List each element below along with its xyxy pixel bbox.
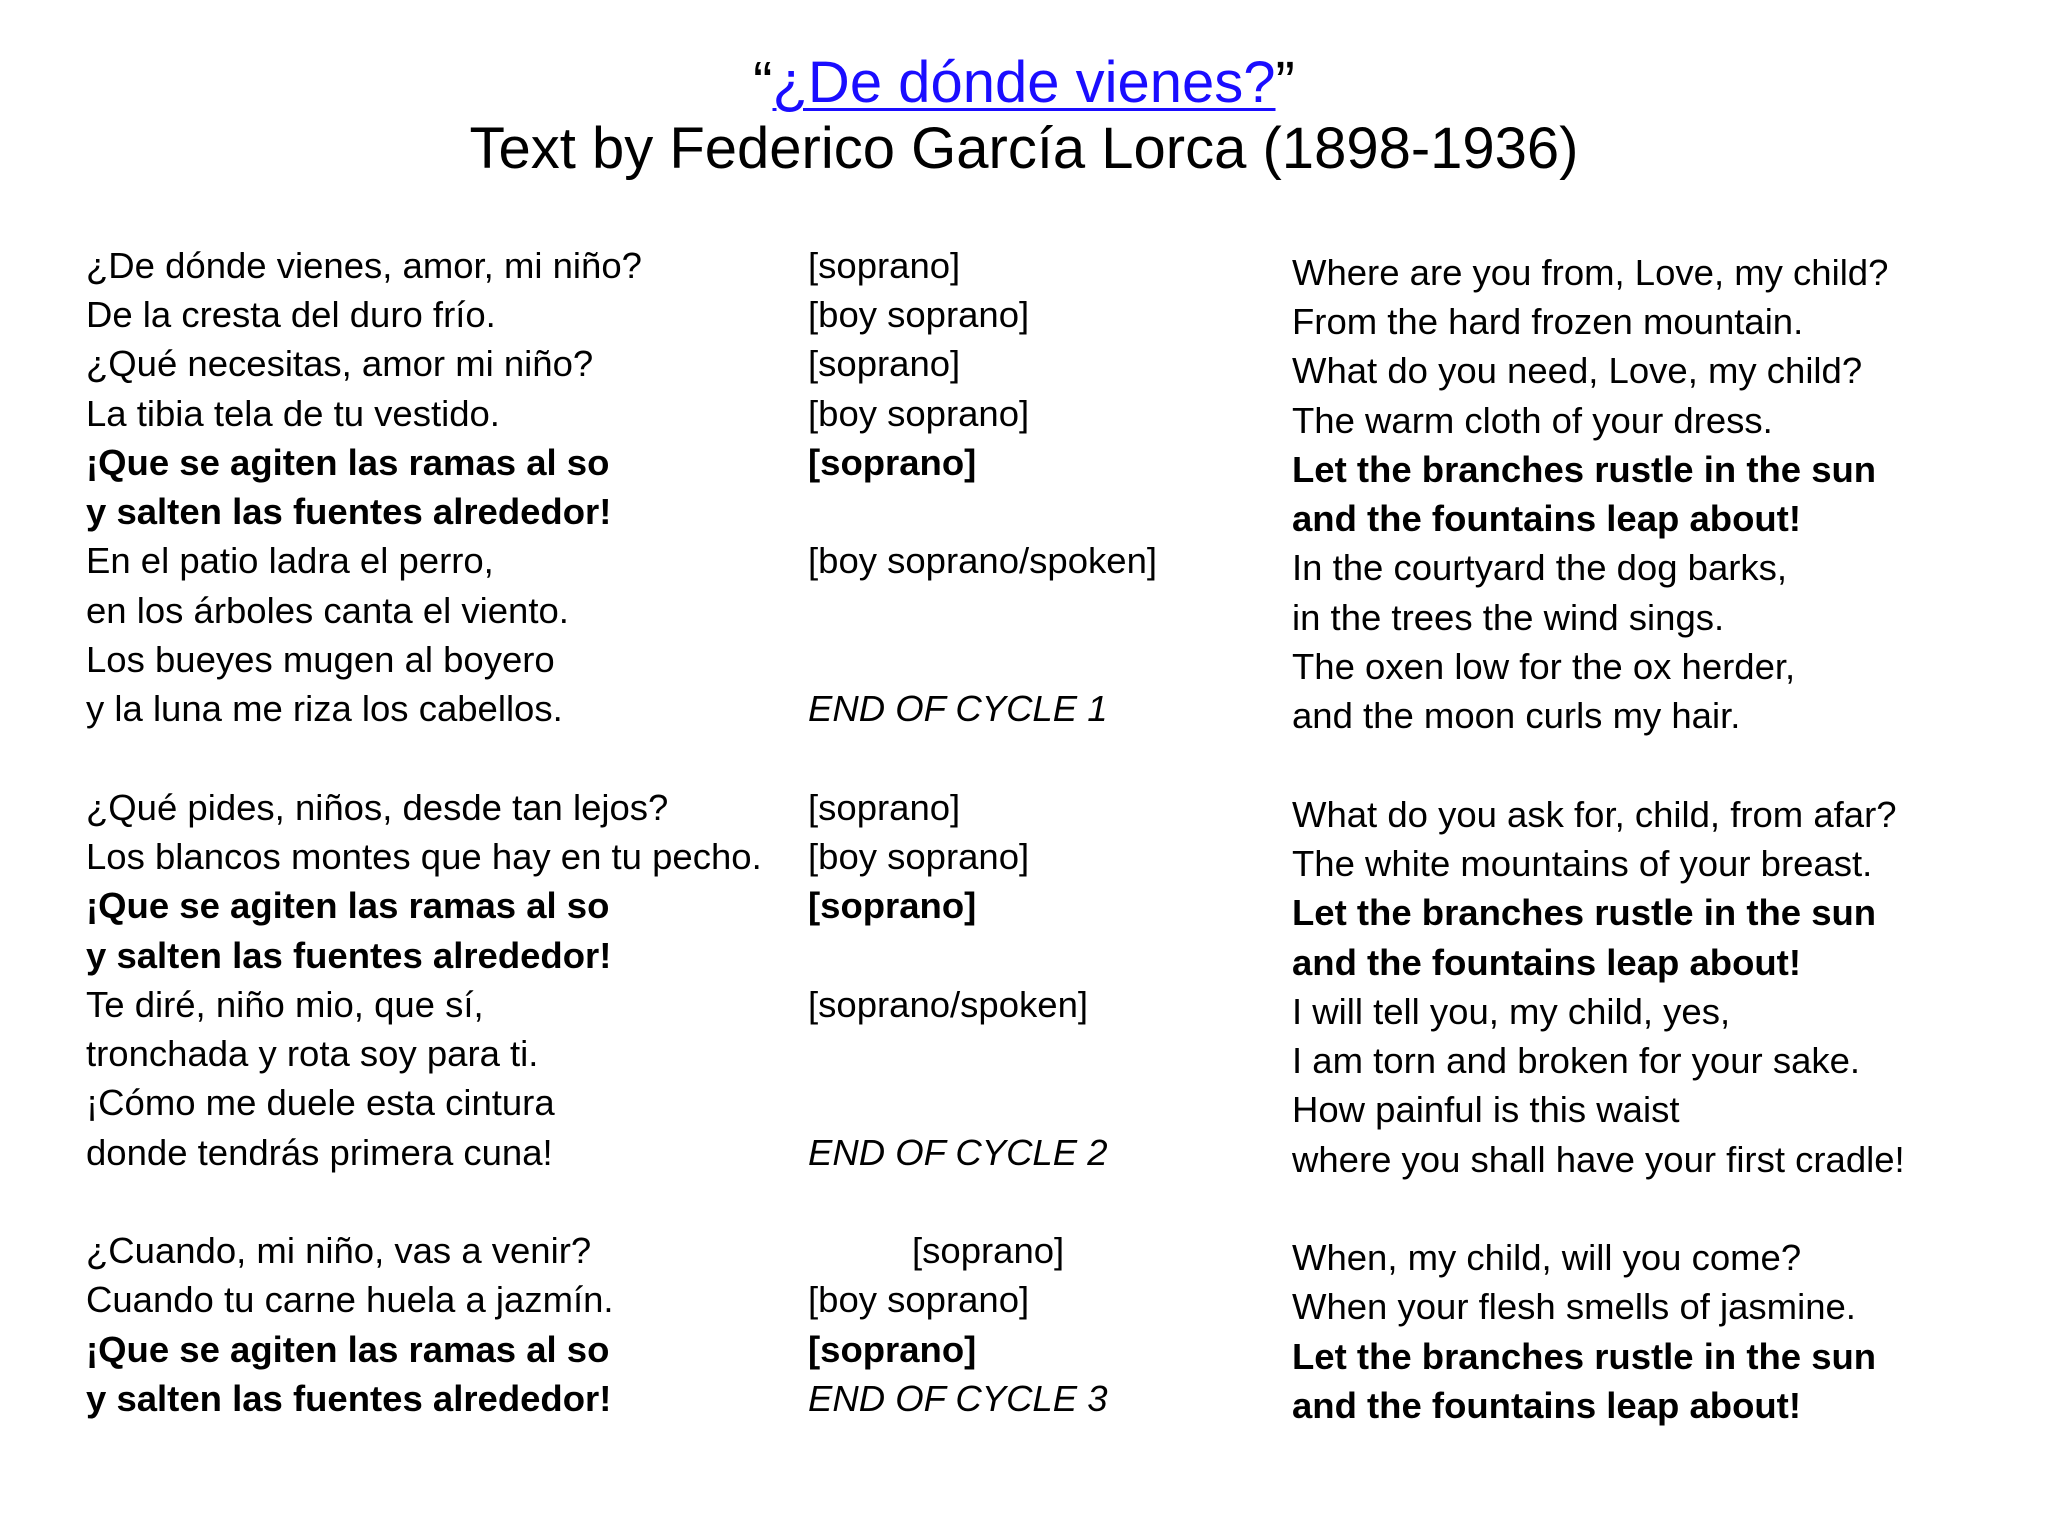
spanish-line: Te diré, niño mio, que sí, (86, 984, 484, 1025)
english-line: I will tell you, my child, yes, (1292, 991, 1731, 1032)
spanish-line: Los blancos montes que hay en tu pecho. (86, 836, 762, 877)
english-refrain-line: and the fountains leap about! (1292, 942, 1801, 983)
voice-label: [soprano] (808, 245, 961, 286)
close-quote: ” (1275, 50, 1295, 115)
spanish-refrain-line: y salten las fuentes alrededor! (86, 1378, 612, 1419)
voice-label: [soprano] (808, 885, 977, 926)
spanish-refrain-line: y salten las fuentes alrededor! (86, 491, 612, 532)
english-line: The oxen low for the ox herder, (1292, 646, 1796, 687)
english-line: From the hard frozen mountain. (1292, 301, 1804, 342)
english-line: I am torn and broken for your sake. (1292, 1040, 1861, 1081)
voice-label: [soprano] (808, 343, 961, 384)
open-quote: “ (753, 50, 773, 115)
spanish-line: Los bueyes mugen al boyero (86, 639, 555, 680)
voice-label: [soprano/spoken] (808, 984, 1089, 1025)
english-line: In the courtyard the dog barks, (1292, 547, 1788, 588)
english-line: What do you ask for, child, from afar? (1292, 794, 1897, 835)
voice-label: [soprano] (808, 442, 977, 483)
voice-label: [boy soprano] (808, 393, 1030, 434)
spanish-line: tronchada y rota soy para ti. (86, 1033, 539, 1074)
spanish-line: donde tendrás primera cuna! (86, 1132, 553, 1173)
spanish-line: y la luna me riza los cabellos. (86, 688, 563, 729)
english-refrain-line: Let the branches rustle in the sun (1292, 1336, 1877, 1377)
english-line: The white mountains of your breast. (1292, 843, 1873, 884)
spanish-refrain-line: ¡Que se agiten las ramas al so (86, 885, 610, 926)
spanish-refrain-line: ¡Que se agiten las ramas al so (86, 442, 610, 483)
voice-label: [boy soprano/spoken] (808, 540, 1158, 581)
spanish-refrain-line: ¡Que se agiten las ramas al so (86, 1329, 610, 1370)
voice-label: [boy soprano] (808, 836, 1030, 877)
english-line: The warm cloth of your dress. (1292, 400, 1773, 441)
spanish-line: ¿Qué pides, niños, desde tan lejos? (86, 787, 669, 828)
spanish-line: ¿Qué necesitas, amor mi niño? (86, 343, 594, 384)
english-refrain-line: and the fountains leap about! (1292, 498, 1801, 539)
voice-label: [soprano] (808, 1329, 977, 1370)
voice-label: [boy soprano] (808, 1279, 1030, 1320)
spanish-line: En el patio ladra el perro, (86, 540, 494, 581)
english-refrain-line: Let the branches rustle in the sun (1292, 892, 1877, 933)
spanish-line: ¡Cómo me duele esta cintura (86, 1082, 555, 1123)
english-line: How painful is this waist (1292, 1089, 1680, 1130)
english-line: in the trees the wind sings. (1292, 597, 1725, 638)
english-refrain-line: and the fountains leap about! (1292, 1385, 1801, 1426)
cycle-end-marker: END OF CYCLE 2 (808, 1132, 1108, 1173)
english-line: What do you need, Love, my child? (1292, 350, 1863, 391)
title-block (0, 50, 2048, 182)
voice-label: [soprano] (912, 1230, 1065, 1271)
english-line: When, my child, will you come? (1292, 1237, 1802, 1278)
voice-label: [boy soprano] (808, 294, 1030, 335)
spanish-refrain-line: y salten las fuentes alrededor! (86, 935, 612, 976)
spanish-line: en los árboles canta el viento. (86, 590, 569, 631)
spanish-line: La tibia tela de tu vestido. (86, 393, 500, 434)
spanish-line: Cuando tu carne huela a jazmín. (86, 1279, 614, 1320)
voice-label: [soprano] (808, 787, 961, 828)
song-title-link[interactable]: ¿De dónde vienes? (772, 50, 1276, 115)
english-line: where you shall have your first cradle! (1292, 1139, 1905, 1180)
spanish-line: ¿De dónde vienes, amor, mi niño? (86, 245, 642, 286)
english-refrain-line: Let the branches rustle in the sun (1292, 449, 1877, 490)
author-subtitle: Text by Federico García Lorca (1898-1936) (469, 116, 1579, 181)
cycle-end-marker: END OF CYCLE 1 (808, 688, 1108, 729)
spanish-line: ¿Cuando, mi niño, vas a venir? (86, 1230, 592, 1271)
english-line: and the moon curls my hair. (1292, 695, 1741, 736)
song-title (0, 50, 2048, 116)
english-line: Where are you from, Love, my child? (1292, 252, 1889, 293)
english-line: When your flesh smells of jasmine. (1292, 1286, 1856, 1327)
cycle-end-marker: END OF CYCLE 3 (808, 1378, 1108, 1419)
spanish-line: De la cresta del duro frío. (86, 294, 496, 335)
